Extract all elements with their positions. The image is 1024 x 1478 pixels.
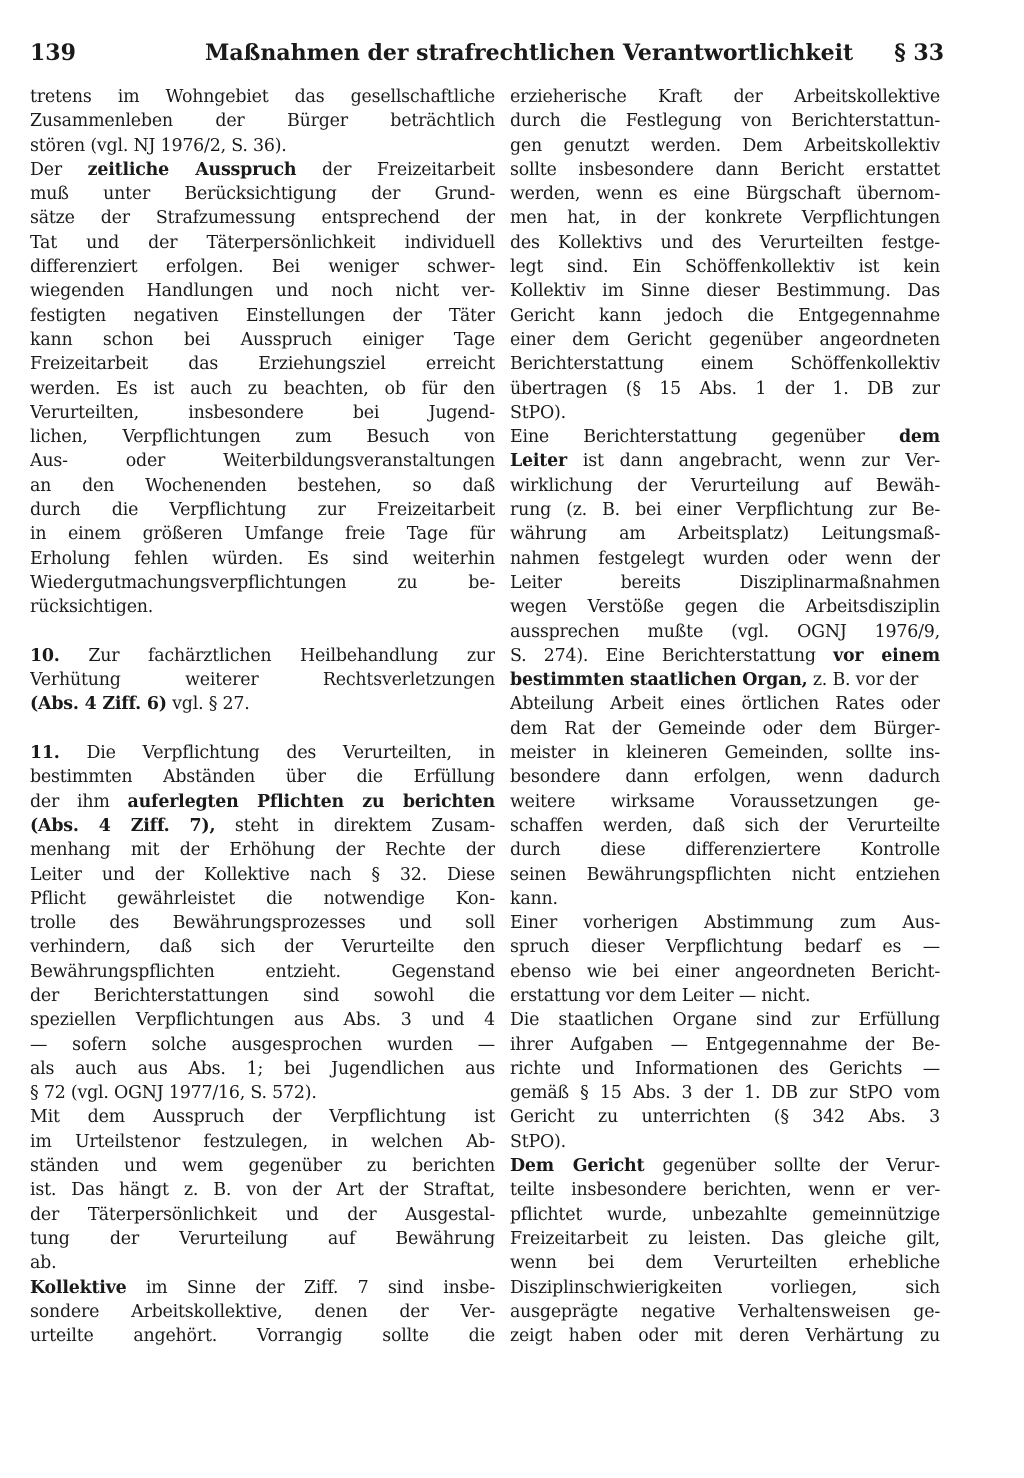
text-run: seinen Bewährungspflichten nicht entziehen	[510, 864, 940, 885]
text-line	[30, 1057, 495, 1081]
text-run: richte und Informationen des Gerichts —	[510, 1058, 940, 1079]
text-run: z. B. vor der	[807, 670, 919, 691]
text-line	[30, 984, 495, 1008]
text-line	[30, 814, 495, 838]
text-line	[30, 1251, 495, 1275]
text-run: Abteilung Arbeit eines örtlichen Rates oder	[510, 694, 940, 715]
text-run: kann schon bei Ausspruch einiger Tage	[30, 329, 495, 350]
text-line	[30, 109, 495, 133]
text-run: werden. Es ist auch zu beachten, ob für den	[30, 378, 495, 399]
text-run: schaffen werden, daß sich der Verurteilte	[510, 815, 940, 836]
text-run: § 72 (vgl. OGNJ 1977/16, S. 572).	[30, 1083, 317, 1104]
text-line	[30, 863, 495, 887]
text-line	[30, 1227, 495, 1251]
text-line	[30, 328, 495, 352]
text-line	[510, 887, 940, 911]
text-line	[30, 765, 495, 789]
text-run: Freizeitarbeit das Erziehungsziel erreicht	[30, 354, 495, 375]
text-run: im Sinne der Ziff. 7 sind insbe-	[126, 1277, 495, 1298]
text-run: trolle des Bewährungsprozesses und soll	[30, 913, 495, 934]
text-run: legt sind. Ein Schöffenkollektiv ist kein	[510, 257, 940, 278]
text-line	[510, 85, 940, 109]
text-run: ihrer Aufgaben — Entgegennahme der Be-	[510, 1034, 940, 1055]
text-line	[30, 1105, 495, 1129]
text-run: durch die Verpflichtung zur Freizeitarbeit	[30, 500, 495, 521]
bold-text: dem	[898, 427, 940, 448]
text-run: Bewährungspflichten entzieht. Gegenstand	[30, 961, 495, 982]
bold-text: (Abs. 4 Ziff. 7),	[30, 815, 216, 836]
text-run: gemäß § 15 Abs. 3 der 1. DB zur StPO vom	[510, 1083, 940, 1104]
text-line	[30, 206, 495, 230]
text-run: StPO).	[510, 402, 566, 423]
text-run: des Kollektivs und des Verurteilten festge-	[510, 232, 940, 253]
text-run: steht in direktem Zusam-	[215, 815, 495, 836]
text-run: speziellen Verpflichtungen aus Abs. 3 und 4	[30, 1010, 495, 1031]
text-run: wiegenden Handlungen und noch nicht ver-	[30, 281, 495, 302]
text-run: rung (z. B. bei einer Verpflichtung zur Be-	[510, 500, 940, 521]
text-run: Berichterstattung einem Schöffenkollektiv	[510, 354, 940, 375]
text-line	[30, 1203, 495, 1227]
text-run: Eine Berichterstattung gegenüber	[510, 427, 899, 448]
text-run: Pflicht gewährleistet die notwendige Kon-	[30, 888, 495, 909]
text-line	[510, 328, 940, 352]
text-run: im Urteilstenor festzulegen, in welchen Ab-	[30, 1131, 495, 1152]
text-run: Einer vorherigen Abstimmung zum Aus-	[510, 913, 940, 934]
text-run: Erholung fehlen würden. Es sind weiterhin	[30, 548, 495, 569]
text-run: dem Rat der Gemeinde oder dem Bürger-	[510, 718, 940, 739]
text-line	[510, 814, 940, 838]
text-run: übertragen (§ 15 Abs. 1 der 1. DB zur	[510, 378, 940, 399]
text-line	[30, 1300, 495, 1324]
text-run: der Berichterstattungen sind sowohl die	[30, 985, 495, 1006]
section-marker: § 33	[894, 40, 944, 66]
text-line	[510, 255, 940, 279]
text-line	[30, 1324, 495, 1348]
text-run: ständen und wem gegenüber zu berichten	[30, 1156, 495, 1177]
right-column	[510, 85, 940, 1348]
text-run: wenn bei dem Verurteilten erhebliche	[510, 1253, 940, 1274]
text-run: Zusammenleben der Bürger beträchtlich	[30, 111, 495, 132]
text-line	[30, 1178, 495, 1202]
text-run: durch diese differenziertere Kontrolle	[510, 840, 940, 861]
text-run: muß unter Berücksichtigung der Grund-	[30, 184, 495, 205]
text-run: der ihm	[30, 791, 128, 812]
text-line	[510, 692, 940, 716]
text-line	[510, 1203, 940, 1227]
text-line	[510, 134, 940, 158]
text-line	[30, 158, 495, 182]
text-line	[510, 377, 940, 401]
bold-text: vor einem	[833, 645, 940, 666]
text-line	[510, 1251, 940, 1275]
bold-text: 10.	[30, 645, 60, 666]
text-line	[510, 1227, 940, 1251]
text-run: Die staatlichen Organe sind zur Erfüllung	[510, 1010, 940, 1031]
text-run: der Täterpersönlichkeit und der Ausgestal-	[30, 1204, 495, 1225]
text-line	[510, 547, 940, 571]
text-run: differenziert erfolgen. Bei weniger schwer-	[30, 257, 495, 278]
text-run: S. 274). Eine Berichterstattung	[510, 645, 834, 666]
paragraph-gap	[30, 620, 495, 644]
text-line	[30, 887, 495, 911]
text-line	[510, 304, 940, 328]
text-run: Leiter und der Kollektive nach § 32. Diese	[30, 864, 495, 885]
text-line	[30, 474, 495, 498]
text-line	[510, 206, 940, 230]
text-line	[510, 790, 940, 814]
text-run: lichen, Verpflichtungen zum Besuch von	[30, 427, 495, 448]
text-line	[30, 790, 495, 814]
text-line	[510, 1300, 940, 1324]
text-line	[30, 498, 495, 522]
text-line	[510, 668, 940, 692]
text-run: urteilte angehört. Vorrangig sollte die	[30, 1326, 495, 1347]
text-line	[510, 935, 940, 959]
text-run: ebenso wie bei einer angeordneten Bericht-	[510, 961, 940, 982]
text-run: pflichtet wurde, unbezahlte gemeinnützige	[510, 1204, 940, 1225]
text-run: sollte insbesondere dann Bericht erstattet	[510, 159, 940, 180]
text-line	[30, 1081, 495, 1105]
text-run: gegenüber sollte der Verur-	[644, 1156, 940, 1177]
text-line	[510, 401, 940, 425]
text-run: Zur fachärztlichen Heilbehandlung zur	[59, 645, 495, 666]
text-run: wegen Verstöße gegen die Arbeitsdisziplin	[510, 597, 940, 618]
text-line	[510, 960, 940, 984]
text-line	[30, 1033, 495, 1057]
bold-text: 11.	[30, 743, 60, 764]
text-line	[510, 498, 940, 522]
text-run: besondere dann erfolgen, wenn dadurch	[510, 767, 940, 788]
text-run: Tat und der Täterpersönlichkeit individuell	[30, 232, 495, 253]
text-line	[30, 352, 495, 376]
text-run: in einem größeren Umfange freie Tage für	[30, 524, 495, 545]
text-run: festigten negativen Einstellungen der Täter	[30, 305, 495, 326]
text-line	[30, 668, 495, 692]
bold-text: zeitliche Ausspruch	[87, 159, 297, 180]
text-line	[30, 255, 495, 279]
bold-text: Dem Gericht	[510, 1156, 645, 1177]
text-run: Gericht zu unterrichten (§ 342 Abs. 3	[510, 1107, 940, 1128]
text-run: StPO).	[510, 1131, 566, 1152]
text-run: werden, wenn es eine Bürgschaft übernom-	[510, 184, 940, 205]
text-run: Disziplinschwierigkeiten vorliegen, sich	[510, 1277, 940, 1298]
paragraph-gap	[30, 717, 495, 741]
text-line	[510, 838, 940, 862]
text-run: weitere wirksame Voraussetzungen ge-	[510, 791, 940, 812]
bold-text: Leiter	[510, 451, 567, 472]
text-run: sätze der Strafzumessung entsprechend der	[30, 208, 495, 229]
page-number: 139	[30, 40, 76, 66]
text-line	[510, 1324, 940, 1348]
text-line	[510, 474, 940, 498]
text-line	[30, 644, 495, 668]
text-run: verhindern, daß sich der Verurteilte den	[30, 937, 495, 958]
text-line	[510, 1154, 940, 1178]
text-line	[510, 741, 940, 765]
text-line	[30, 571, 495, 595]
text-run: Wiedergutmachungsverpflichtungen zu be-	[30, 572, 495, 593]
text-run: men hat, in der konkrete Verpflichtungen	[510, 208, 940, 229]
text-run: Freizeitarbeit zu leisten. Das gleiche gilt,	[510, 1228, 940, 1249]
text-line	[510, 425, 940, 449]
running-header	[30, 40, 944, 74]
text-run: zeigt haben oder mit deren Verhärtung zu	[510, 1326, 940, 1347]
text-line	[510, 1178, 940, 1202]
bold-text: (Abs. 4 Ziff. 6)	[30, 694, 167, 715]
text-line	[30, 547, 495, 571]
text-line	[510, 863, 940, 887]
text-line	[30, 1276, 495, 1300]
text-line	[30, 1130, 495, 1154]
text-line	[30, 522, 495, 546]
text-run: kann.	[510, 888, 558, 909]
text-line	[30, 595, 495, 619]
text-line	[510, 717, 940, 741]
text-run: spruch dieser Verpflichtung bedarf es —	[510, 937, 940, 958]
text-line	[30, 1008, 495, 1032]
text-line	[510, 1008, 940, 1032]
text-line	[510, 644, 940, 668]
text-run: ist dann angebracht, wenn zur Ver-	[566, 451, 940, 472]
text-line	[30, 134, 495, 158]
text-run: Aus- oder Weiterbildungsveranstaltungen	[30, 451, 495, 472]
text-run: Gericht kann jedoch die Entgegennahme	[510, 305, 940, 326]
left-column	[30, 85, 495, 1348]
text-line	[30, 377, 495, 401]
text-line	[30, 425, 495, 449]
text-line	[30, 935, 495, 959]
text-run: aussprechen mußte (vgl. OGNJ 1976/9,	[510, 621, 940, 642]
text-run: gen genutzt werden. Dem Arbeitskollektiv	[510, 135, 940, 156]
text-line	[30, 231, 495, 255]
text-line	[30, 741, 495, 765]
text-line	[510, 522, 940, 546]
text-run: nahmen festgelegt wurden oder wenn der	[510, 548, 940, 569]
text-line	[510, 984, 940, 1008]
text-line	[510, 1105, 940, 1129]
text-run: Verhütung weiterer Rechtsverletzungen	[30, 670, 495, 691]
text-line	[510, 571, 940, 595]
text-run: einer dem Gericht gegenüber angeordneten	[510, 329, 940, 350]
text-run: stören (vgl. NJ 1976/2, S. 36).	[30, 135, 287, 156]
text-line	[30, 449, 495, 473]
text-run: Die Verpflichtung des Verurteilten, in	[59, 743, 495, 764]
text-run: Leiter bereits Disziplinarmaßnahmen	[510, 572, 940, 593]
text-line	[30, 1154, 495, 1178]
text-line	[510, 109, 940, 133]
text-line	[510, 182, 940, 206]
text-line	[30, 838, 495, 862]
text-run: währung am Arbeitsplatz) Leitungsmaß-	[510, 524, 940, 545]
text-line	[510, 352, 940, 376]
text-run: sondere Arbeitskollektive, denen der Ver-	[30, 1301, 495, 1322]
text-run: — sofern solche ausgesprochen wurden —	[30, 1034, 495, 1055]
text-line	[510, 158, 940, 182]
text-run: Mit dem Ausspruch der Verpflichtung ist	[30, 1107, 495, 1128]
text-run: rücksichtigen.	[30, 597, 154, 618]
bold-text: auferlegten Pflichten zu berichten	[127, 791, 495, 812]
text-run: ausgeprägte negative Verhaltensweisen ge-	[510, 1301, 940, 1322]
text-run: teilte insbesondere berichten, wenn er ver-	[510, 1180, 940, 1201]
text-run: erzieherische Kraft der Arbeitskollektive	[510, 87, 940, 107]
text-run: wirklichung der Verurteilung auf Bewäh-	[510, 475, 940, 496]
text-line	[30, 960, 495, 984]
text-run: erstattung vor dem Leiter — nicht.	[510, 985, 811, 1006]
text-line	[510, 279, 940, 303]
text-line	[510, 765, 940, 789]
text-run: an den Wochenenden bestehen, so daß	[30, 475, 495, 496]
text-line	[30, 401, 495, 425]
text-run: tung der Verurteilung auf Bewährung	[30, 1228, 495, 1249]
text-line	[510, 1276, 940, 1300]
text-line	[30, 279, 495, 303]
text-run: Verurteilten, insbesondere bei Jugend-	[30, 402, 495, 423]
text-run: Kollektiv im Sinne dieser Bestimmung. Das	[510, 281, 940, 302]
text-run: meister in kleineren Gemeinden, sollte ins-	[510, 743, 940, 764]
text-line	[510, 1033, 940, 1057]
text-run: menhang mit der Erhöhung der Rechte der	[30, 840, 495, 861]
text-line	[30, 911, 495, 935]
text-line	[510, 449, 940, 473]
text-line	[30, 692, 495, 716]
text-line	[510, 231, 940, 255]
text-line	[30, 85, 495, 109]
bold-text: bestimmten staatlichen Organ,	[510, 670, 808, 691]
text-run: bestimmten Abständen über die Erfüllung	[30, 767, 495, 788]
text-run: der Freizeitarbeit	[296, 159, 495, 180]
text-line	[30, 304, 495, 328]
text-line	[30, 182, 495, 206]
text-run: Der	[30, 159, 88, 180]
text-line	[510, 595, 940, 619]
text-line	[510, 911, 940, 935]
text-line	[510, 1057, 940, 1081]
text-run: vgl. § 27.	[166, 694, 250, 715]
text-run: ab.	[30, 1253, 57, 1274]
running-title: Maßnahmen der strafrechtlichen Verantwortlichkeit	[205, 40, 854, 66]
text-line	[510, 620, 940, 644]
text-run: ist. Das hängt z. B. von der Art der Straftat,	[30, 1180, 495, 1201]
bold-text: Kollektive	[30, 1277, 127, 1298]
text-line	[510, 1081, 940, 1105]
text-line	[510, 1130, 940, 1154]
text-run: tretens im Wohngebiet das gesellschaftliche	[30, 87, 495, 107]
text-run: als auch aus Abs. 1; bei Jugendlichen aus	[30, 1058, 495, 1079]
text-run: durch die Festlegung von Berichterstattun-	[510, 111, 940, 132]
